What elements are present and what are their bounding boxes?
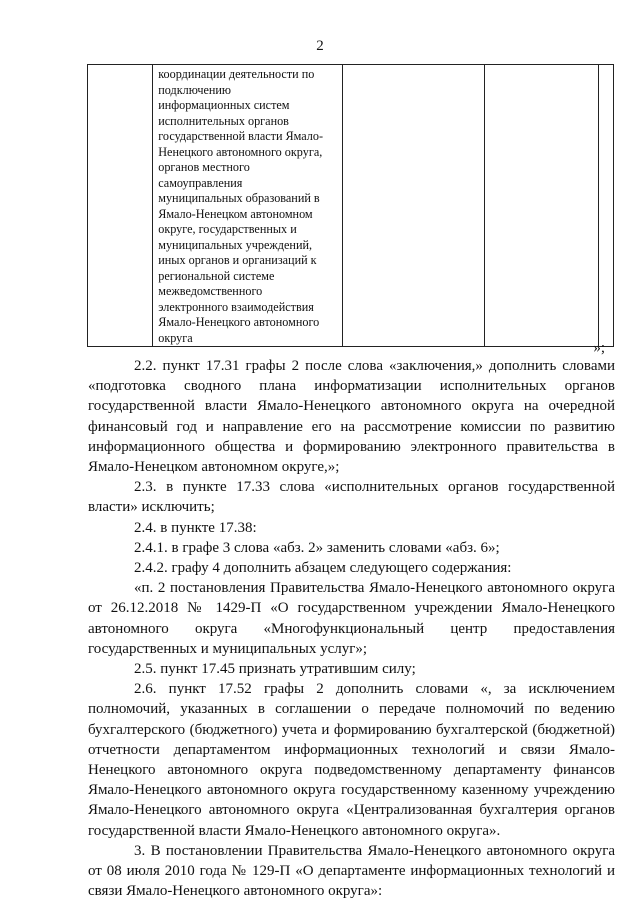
paragraph-3: 3. В постановлении Правительства Ямало-Ненецкого автономного округа от 08 июля 2010 года № 129-П «О департаменте информационных технологий и связи Ямало-Ненецкого автономного округа»:	[88, 842, 615, 900]
paragraph-2-4: 2.4. в пункте 17.38:	[134, 519, 257, 536]
cell-line: информационных систем	[158, 98, 290, 112]
cell-text	[153, 65, 342, 346]
cell-line: государственной власти Ямало-	[158, 129, 324, 143]
cell-line: Ямало-Ненецкого автономного	[158, 315, 320, 329]
cell-line: региональной системе	[158, 268, 275, 283]
paragraph-2-2: 2.2. пункт 17.31 графы 2 после слова «заключения,» дополнить словами «подготовка сводного плана информатизации исполнительных органов государственной власти Ямало-Ненецкого автономного округа на очередной финансовый год и направление его на рассмотрение комиссии по развитию информационного общества и формированию электронного правительства в Ямало-Ненецком автономном округе,»;	[88, 358, 615, 476]
cell-line: электронного взаимодействия	[158, 299, 314, 314]
table-fragment	[87, 64, 614, 347]
paragraph-2-4-1: 2.4.1. в графе 3 слова «абз. 2» заменить словами «абз. 6»;	[134, 539, 500, 556]
cell-line: муниципальных учреждений,	[158, 237, 313, 252]
paragraph-2-5: 2.5. пункт 17.45 признать утратившим силу;	[134, 661, 416, 678]
cell-line: подключению	[158, 82, 232, 97]
cell-line: муниципальных образований в	[158, 191, 320, 205]
cell-line: округе, государственных и	[158, 222, 297, 236]
table-cell-empty	[598, 65, 613, 347]
table-cell-function	[153, 65, 343, 347]
cell-line: координации деятельности по	[158, 67, 315, 81]
page-number: 2	[316, 38, 324, 54]
cell-line: межведомственного	[158, 284, 263, 298]
paragraph-2-3: 2.3. в пункте 17.33 слова «исполнительных органов государственной власти» исключить;	[88, 479, 615, 516]
cell-line: округа	[158, 330, 193, 345]
paragraph-2-6: 2.6. пункт 17.52 графы 2 дополнить словами «, за исключением полномочий, указанных в соглашении о передаче полномочий по ведению бухгалтерского (бюджетного) учета и формированию бухгалтерской (бюджетной) отчетности департаментом информационных технологий и связи Ямало-Ненецкого автономного округа подведомственному департаменту финансов Ямало-Ненецкого автономного округа государственному казенному учреждению Ямало-Ненецкого автономного округа «Централизованная бухгалтерия органов государственной власти Ямало-Ненецкого автономного округа».	[88, 681, 615, 839]
table-close-quote: »;	[593, 340, 605, 356]
table-cell-empty	[342, 65, 485, 347]
cell-line: самоуправления	[158, 175, 243, 190]
table-row	[88, 65, 614, 347]
document-body	[88, 356, 615, 901]
cell-line: Ненецкого автономного округа,	[158, 144, 323, 159]
table-cell-number	[88, 65, 153, 347]
cell-line: органов местного	[158, 160, 250, 174]
cell-line: иных органов и организаций к	[158, 253, 317, 267]
paragraph-quote: «п. 2 постановления Правительства Ямало-Ненецкого автономного округа от 26.12.2018 № 1429-П «О государственном учреждении Ямало-Ненецкого автономного округа «Многофункциональный центр предоставления государственных и муниципальных услуг»;	[88, 580, 615, 657]
paragraph-2-4-2: 2.4.2. графу 4 дополнить абзацем следующего содержания:	[134, 560, 512, 577]
cell-line: Ямало-Ненецком автономном	[158, 206, 313, 221]
cell-line: исполнительных органов	[158, 113, 289, 128]
table-cell-empty	[485, 65, 598, 347]
